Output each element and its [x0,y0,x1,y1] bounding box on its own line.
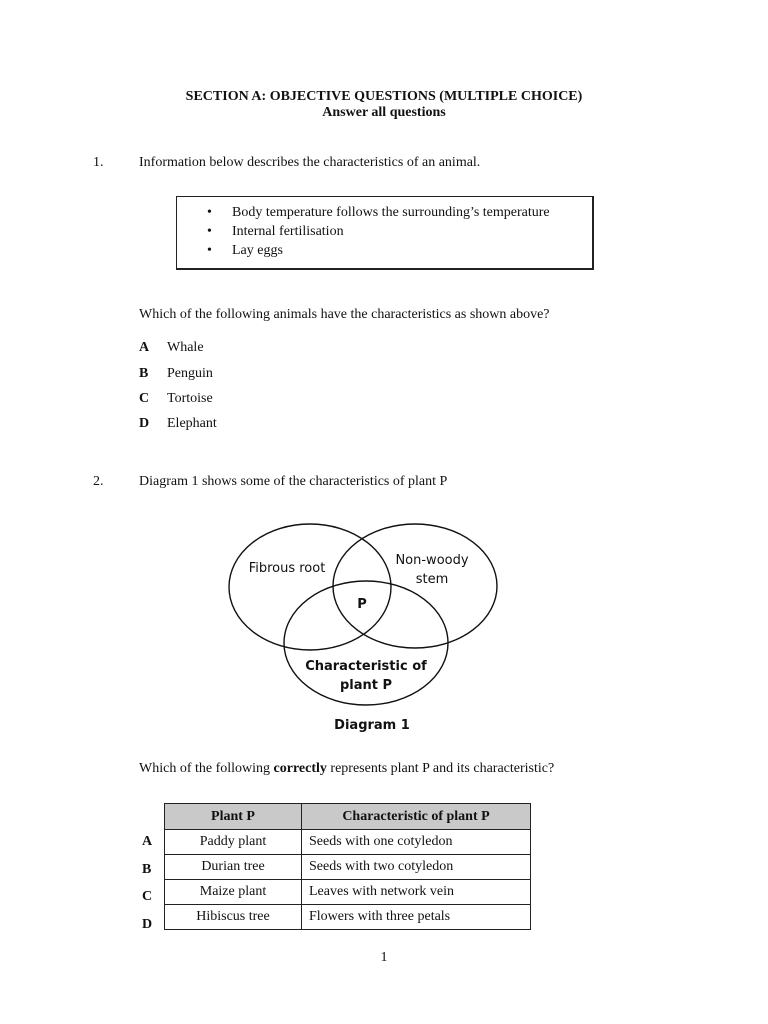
question-1-number: 1. [93,155,104,170]
non-woody-label-line1: Non-woody [395,553,469,568]
plant-p-label: P [357,597,367,612]
question-2-number: 2. [93,474,104,489]
question-2-prompt: Which of the following correctly represents plant P and its characteristic? [139,761,555,776]
table-row [165,905,531,930]
table-row [165,830,531,855]
plant-cell: Paddy plant [165,830,302,855]
bullet-icon: • [207,205,212,220]
table-header-row [165,804,531,830]
q2-option-b-letter: B [142,862,152,877]
table-row [165,880,531,905]
q1-option-c-letter: C [139,391,150,406]
characteristic-item: • Body temperature follows the surrounding’s temperature [207,205,550,220]
question-1-stem: Information below describes the characteristics of an animal. [139,155,481,170]
characteristic-item: • Internal fertilisation [207,224,344,239]
q1-option-a-text: Whale [167,340,204,355]
fibrous-root-circle [229,524,391,650]
q1-option-d-letter: D [139,416,150,431]
table-row [165,855,531,880]
non-woody-label-line2: stem [415,572,449,587]
characteristic-cell: Flowers with three petals [302,905,531,930]
diagram-caption: Diagram 1 [334,718,410,733]
question-2-stem: Diagram 1 shows some of the characteristics of plant P [139,474,448,489]
q2-option-c-letter: C [142,889,153,904]
section-title: SECTION A: OBJECTIVE QUESTIONS (MULTIPLE CHOICE) [185,89,583,104]
section-subtitle: Answer all questions [322,105,446,120]
q2-option-d-letter: D [142,917,153,932]
q1-option-a-letter: A [139,340,150,355]
q2-option-a-letter: A [142,834,153,849]
q1-option-b-letter: B [139,366,149,381]
plant-cell: Durian tree [165,855,302,880]
plant-cell: Maize plant [165,880,302,905]
characteristic-label-line1: Characteristic of [305,659,427,674]
plant-cell: Hibiscus tree [165,905,302,930]
q1-option-b-text: Penguin [167,366,213,381]
bullet-icon: • [207,224,212,239]
characteristic-cell: Seeds with one cotyledon [302,830,531,855]
characteristic-cell: Seeds with two cotyledon [302,855,531,880]
question-1-prompt: Which of the following animals have the characteristics as shown above? [139,307,550,322]
characteristic-label-line2: plant P [339,678,393,693]
page-number: 1 [380,950,388,965]
characteristic-item: • Lay eggs [207,243,283,258]
answer-table [164,803,531,930]
characteristic-cell: Leaves with network vein [302,880,531,905]
fibrous-root-label: Fibrous root [248,561,326,576]
bullet-icon: • [207,243,212,258]
column-header-plant: Plant P [165,804,302,830]
column-header-characteristic: Characteristic of plant P [302,804,531,830]
q1-option-d-text: Elephant [167,416,217,431]
q1-option-c-text: Tortoise [167,391,213,406]
